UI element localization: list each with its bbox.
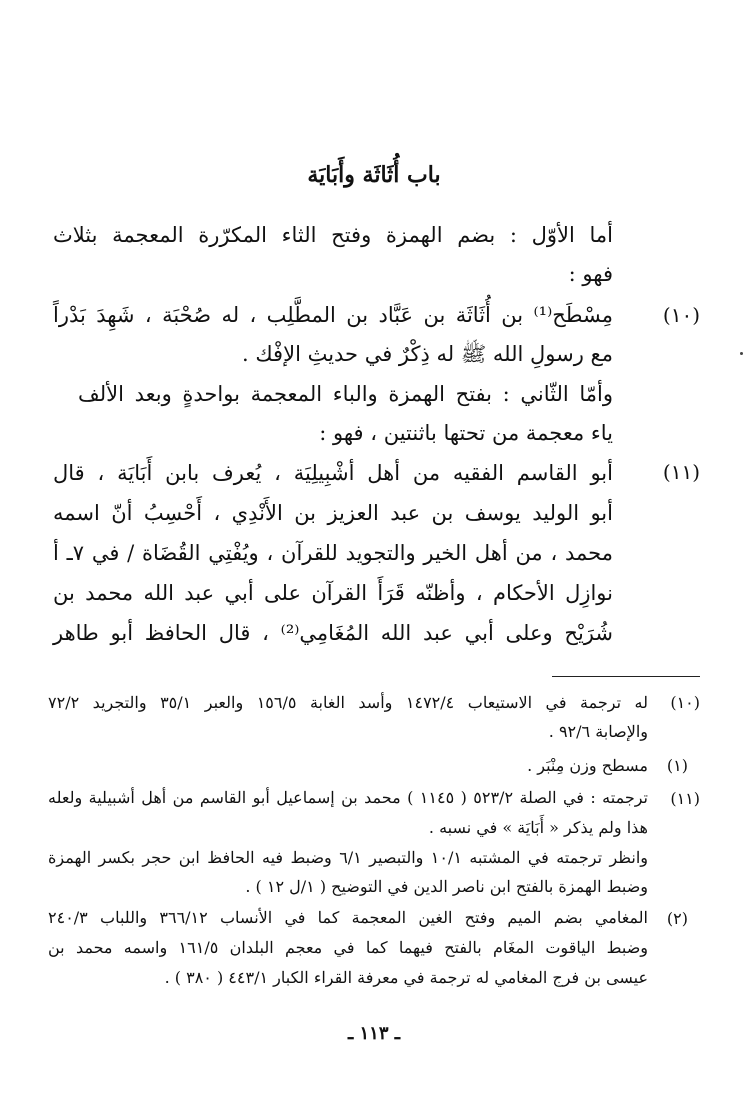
entry-10-number: (١٠): [662, 303, 700, 327]
page-number: ـ ١١٣ ـ: [347, 1023, 401, 1044]
margin-mark: [740, 352, 743, 355]
entry-11-line-5: شُرَيْح وعلى أبي عبد الله المُغَامِي⁽²⁾ ، قال الحافظ أبو طاهر: [53, 621, 613, 645]
footnote-2-line-3: عيسى بن فرج المغامي له ترجمة في معرفة القراء الكبار ٤٤٣/١ ( ٣٨٠ ) .: [164, 968, 648, 987]
footnote-11-line-1: ترجمته : في الصلة ٥٢٣/٢ ( ١١٤٥ ) محمد بن إسماعيل أبو القاسم من أهل أشبيلية ولعله: [48, 788, 648, 807]
footnote-2-number: (٢): [666, 909, 688, 928]
footnote-2-line-2: وضبط الياقوت المغَام بالفتح فيهما كما في معجم البلدان ١٦١/٥ واسمه محمد بن: [48, 938, 649, 957]
footnote-separator: [552, 676, 700, 677]
footnote-2-line-1: المغامي بضم الميم وفتح الغين المعجمة كما في الأنساب ٣٦٦/١٢ واللباب ٢٤٠/٣: [48, 908, 649, 927]
intro-line-2: فهو :: [568, 262, 613, 286]
entry-11-line-1: أبو القاسم الفقيه من أهل أشْبِيلِيَة ، يُعرف بابن أَبَايَة ، قال: [53, 461, 613, 485]
footnote-1-line-1: مسطح وزن مِنْبَر .: [527, 756, 648, 775]
entry-10-line-2: مع رسولِ الله ﷺ له ذِكْرٌ في حديثِ الإفْك .: [242, 342, 613, 366]
second-line-2: ياء معجمة من تحتها باثنتين ، فهو :: [319, 421, 613, 445]
footnote-11-number: (١١): [670, 789, 700, 808]
entry-11-line-2: أبو الوليد يوسف بن عبد العزيز بن الأَنْدِي ، أَحْسِبُ أنّ اسمه: [53, 501, 613, 525]
chapter-title: باب أُثَاثَة وأَبَايَة: [307, 162, 441, 188]
footnote-10-line-2: والإصابة ٩٢/٦ .: [548, 722, 648, 741]
entry-11-line-4: نوازِل الأحكام ، وأظنّه قَرَأَ القرآن على أبي عبد الله محمد بن: [53, 581, 613, 605]
entry-11-line-3: محمد ، من أهل الخير والتجويد للقرآن ، ويُفْتِي القُضَاة / في ٧ـ أ: [53, 541, 613, 565]
intro-line-1: أما الأوّل : بضم الهمزة وفتح الثاء المكرّرة المعجمة بثلاث: [53, 223, 613, 247]
entry-11-number: (١١): [662, 460, 700, 484]
second-line-1: وأمّا الثّاني : بفتح الهمزة والباء المعجمة بواحدةٍ وبعد الألف: [78, 382, 613, 406]
footnote-11-line-4: وضبط الهمزة بالفتح ابن ناصر الدين في التوضيح ( ١/ل ١٢ ) .: [245, 877, 648, 896]
footnote-11-line-2: هذا ولم يذكر « أَبَايَة » في نسبه .: [428, 818, 648, 837]
entry-10-line-1: مِسْطَح⁽¹⁾ بن أُثَاثَة بن عَبَّاد بن المطَّلِب ، له صُحْبَة ، شَهِدَ بَدْراً: [53, 303, 613, 327]
footnote-10-number: (١٠): [670, 693, 700, 712]
footnote-11-line-3: وانظر ترجمته في المشتبه ١٠/١ والتبصير ٦/١ وضبط فيه الحافظ ابن حجر بكسر الهمزة: [48, 848, 649, 867]
footnote-10-line-1: له ترجمة في الاستيعاب ١٤٧٢/٤ وأسد الغابة ١٥٦/٥ والعبر ٣٥/١ والتجريد ٧٢/٢: [48, 693, 648, 712]
footnote-1-number: (١): [666, 756, 688, 775]
